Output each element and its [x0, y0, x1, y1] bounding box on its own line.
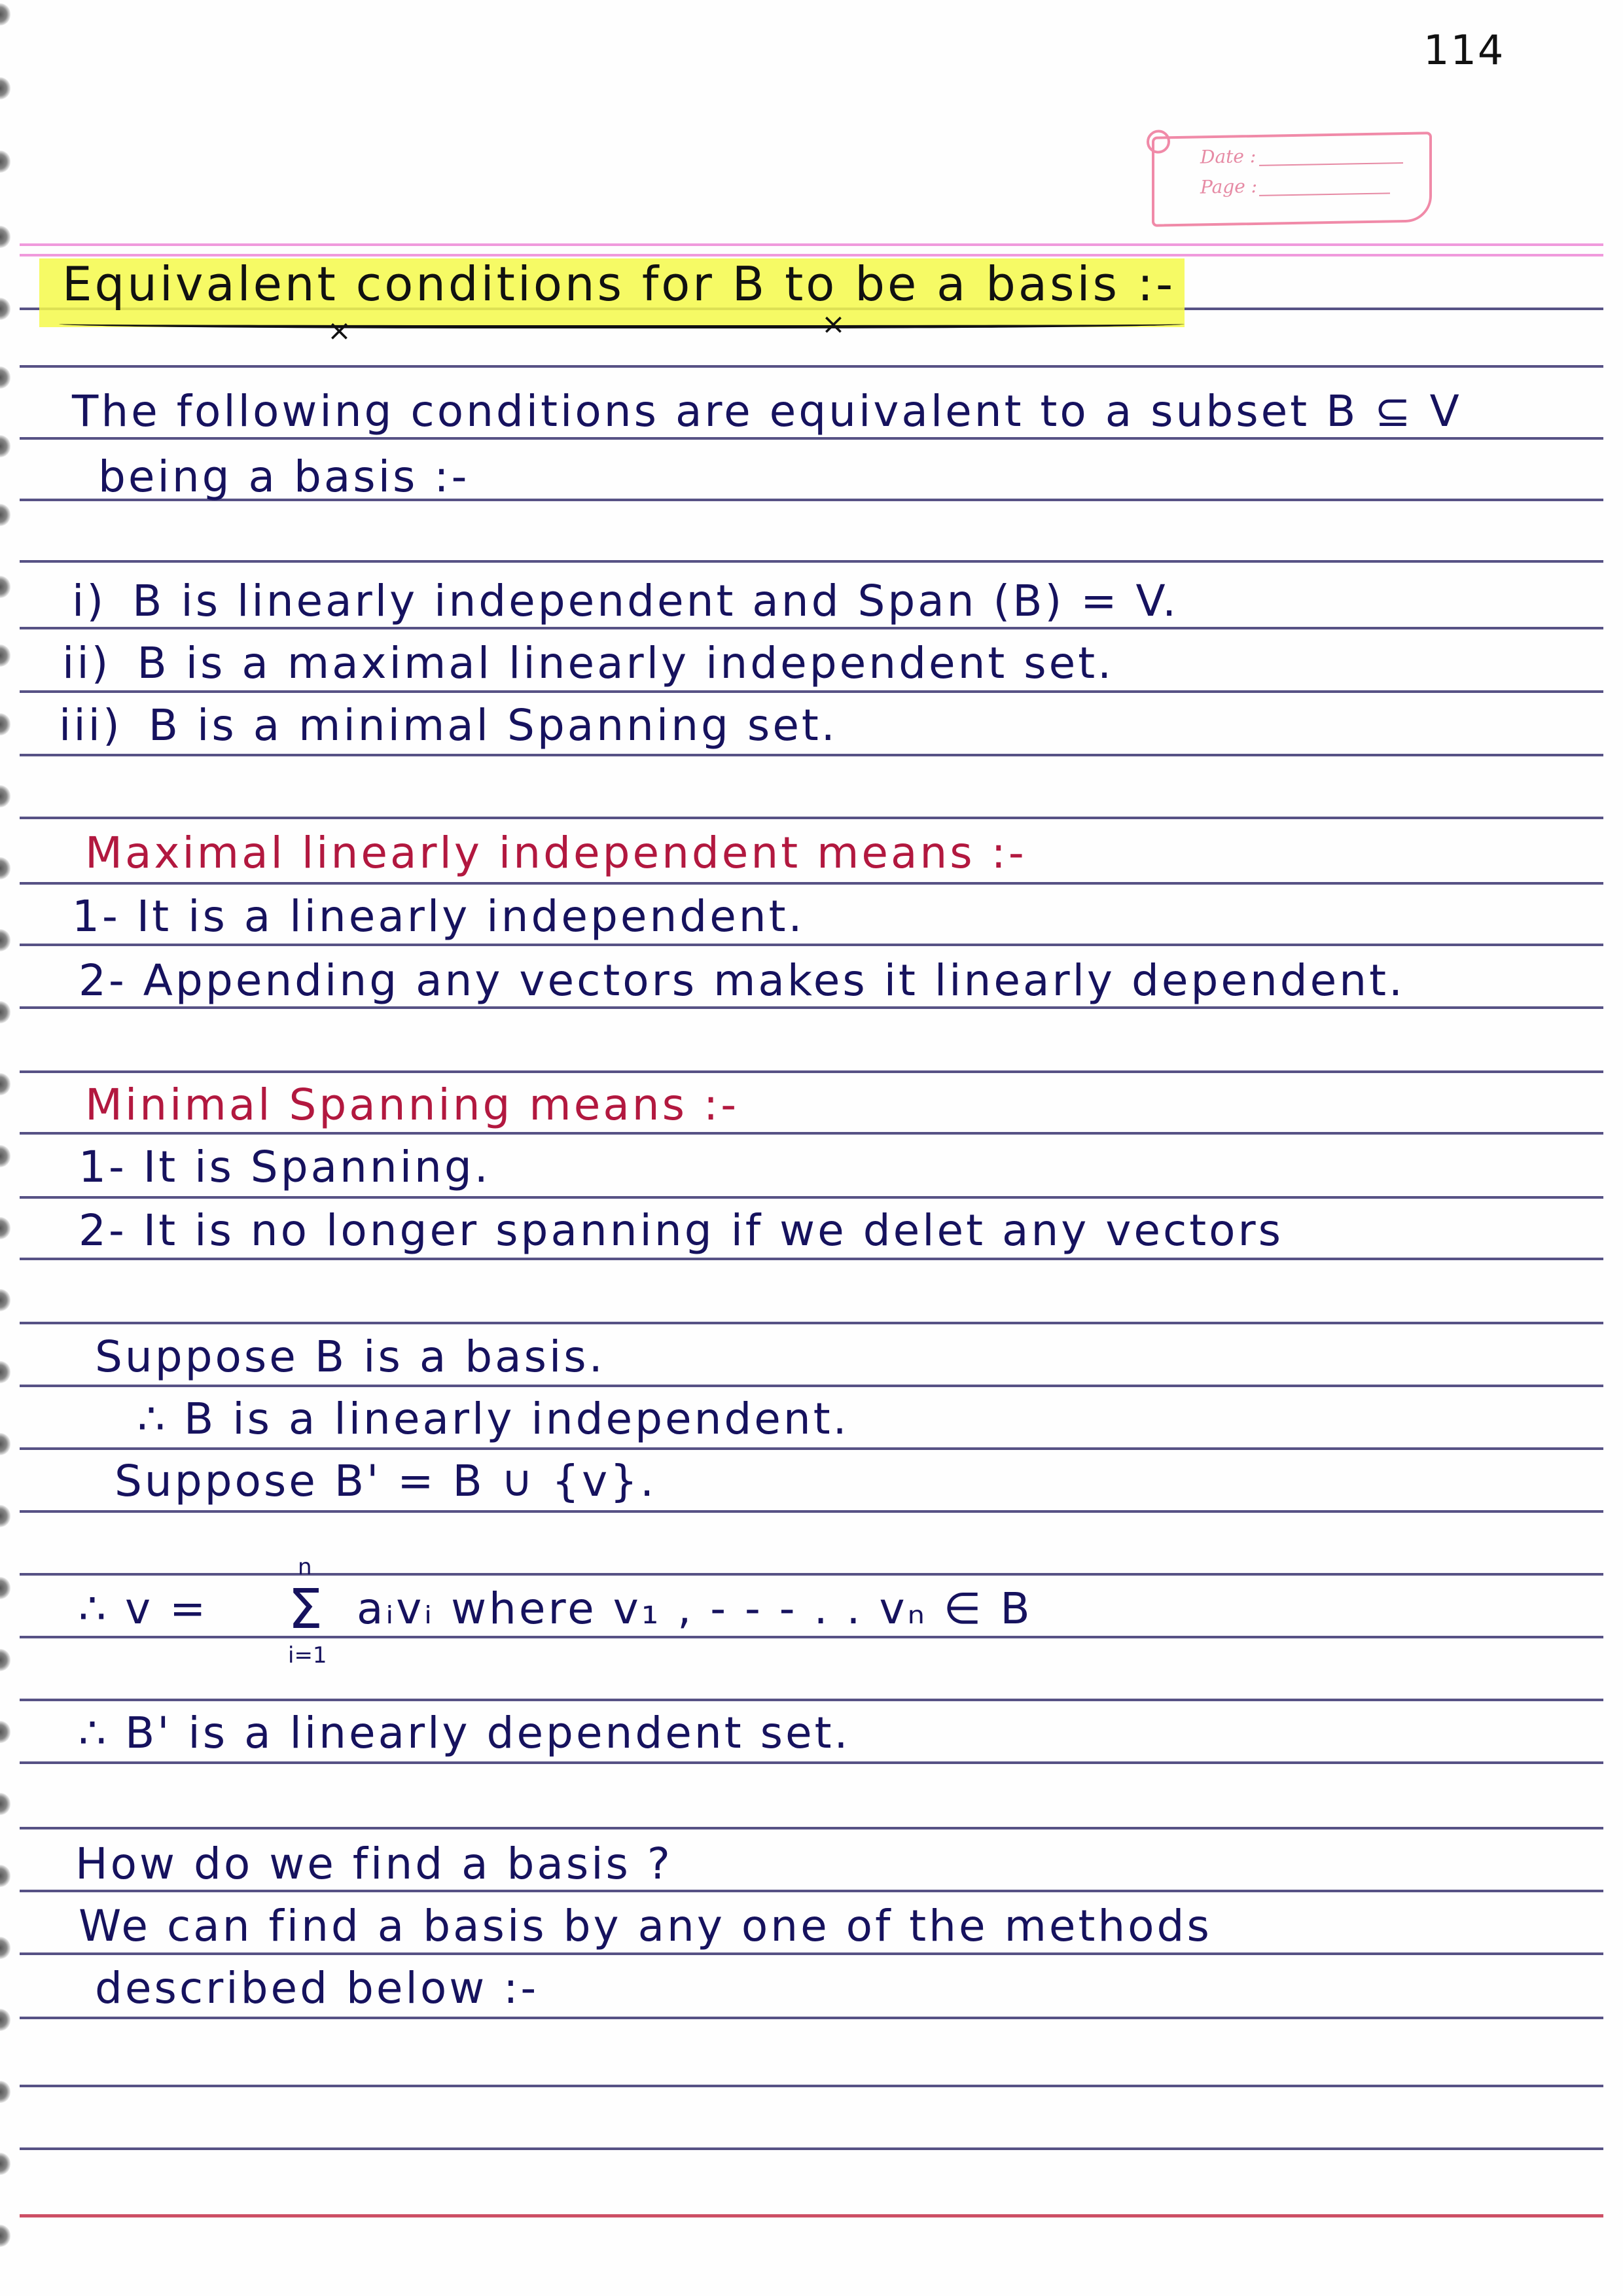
- binding-hole: [0, 1145, 10, 1167]
- binding-hole: [0, 645, 10, 667]
- condition-item: [59, 700, 838, 751]
- binding-hole: [0, 1073, 10, 1095]
- proof-line-5: ∴ B' is a linearly dependent set.: [79, 1708, 851, 1758]
- date-blank-line: [1259, 162, 1403, 166]
- proof-line-4-prefix: ∴ v =: [79, 1583, 209, 1634]
- date-page-stamp: [1152, 132, 1432, 226]
- binding-hole: [0, 1505, 10, 1527]
- ruled-line: [20, 1258, 1603, 1260]
- ruled-line: [20, 1827, 1603, 1829]
- page-title: Equivalent conditions for B to be a basis :-: [62, 256, 1176, 311]
- ruled-line: [20, 560, 1603, 563]
- ruled-line: [20, 1510, 1603, 1513]
- ruled-line: [20, 1952, 1603, 1955]
- binding-hole: [0, 77, 10, 99]
- cross-mark: ×: [821, 308, 846, 341]
- binding-hole: [0, 298, 10, 320]
- binding-hole: [0, 1361, 10, 1383]
- binding-hole: [0, 1217, 10, 1239]
- binding-hole: [0, 1577, 10, 1599]
- sigma-symbol: Σ: [288, 1577, 326, 1641]
- binding-hole: [0, 1001, 10, 1023]
- binding-hole: [0, 576, 10, 598]
- ruled-line: [20, 1385, 1603, 1387]
- ruled-line: [20, 1636, 1603, 1638]
- cross-mark: ×: [327, 314, 351, 347]
- binding-hole: [0, 1289, 10, 1311]
- sum-lower-limit: i=1: [288, 1642, 327, 1669]
- ruled-line: [20, 2147, 1603, 2150]
- ruled-line: [20, 1132, 1603, 1135]
- page-blank-line: [1259, 192, 1390, 196]
- closing-line-3: described below :-: [95, 1963, 539, 2013]
- date-label: Date :: [1200, 145, 1257, 168]
- binding-hole: [0, 2009, 10, 2031]
- binding-hole: [0, 929, 10, 951]
- binding-hole: [0, 2081, 10, 2103]
- ruled-line: [20, 1322, 1603, 1324]
- ruled-line: [20, 944, 1603, 946]
- binding-hole: [0, 1865, 10, 1887]
- closing-line-2: We can find a basis by any one of the methods: [79, 1901, 1212, 1951]
- binding-hole: [0, 2153, 10, 2175]
- page-label: Page :: [1200, 175, 1258, 198]
- maximal-point-2: 2- Appending any vectors makes it linearly dependent.: [79, 955, 1405, 1006]
- proof-line-3: Suppose B' = B ∪ {v}.: [115, 1456, 657, 1506]
- proof-line-1: Suppose B is a basis.: [95, 1332, 605, 1382]
- condition-item: [72, 576, 1179, 626]
- proof-line-2: ∴ B is a linearly independent.: [137, 1394, 849, 1444]
- ruled-line: [20, 1761, 1603, 1764]
- ribbon-icon: [1147, 130, 1170, 154]
- condition-text: B is a maximal linearly independent set.: [137, 638, 1115, 688]
- binding-hole: [0, 2225, 10, 2247]
- intro-line-2: being a basis :-: [98, 451, 470, 502]
- ruled-line: [20, 1447, 1603, 1450]
- binding-hole: [0, 1433, 10, 1455]
- ruled-line: [20, 1070, 1603, 1073]
- maximal-heading: Maximal linearly independent means :-: [85, 828, 1027, 878]
- ruled-line: [20, 2085, 1603, 2087]
- binding-hole: [0, 857, 10, 879]
- binding-hole: [0, 1721, 10, 1743]
- closing-question: How do we find a basis ?: [75, 1839, 673, 1889]
- minimal-point-1: 1- It is Spanning.: [79, 1142, 491, 1192]
- binding-hole: [0, 3, 10, 26]
- binding-hole: [0, 1793, 10, 1815]
- ruled-line: [20, 1196, 1603, 1199]
- header-rule-pink: [20, 243, 1603, 246]
- condition-text: B is linearly independent and Span (B) = V.: [132, 576, 1179, 626]
- binding-hole: [0, 435, 10, 457]
- binding-hole: [0, 785, 10, 807]
- ruled-line: [20, 2017, 1603, 2019]
- binding-hole: [0, 504, 10, 526]
- sum-upper-limit: n: [298, 1554, 312, 1580]
- minimal-heading: Minimal Spanning means :-: [85, 1080, 740, 1130]
- maximal-point-1: 1- It is a linearly independent.: [72, 891, 805, 942]
- binding-hole: [0, 366, 10, 389]
- ruled-line: [20, 1006, 1603, 1009]
- binding-hole: [0, 1649, 10, 1671]
- binding-hole: [0, 150, 10, 173]
- ruled-line: [20, 1699, 1603, 1701]
- binding-hole: [0, 226, 10, 248]
- condition-item: [62, 638, 1114, 688]
- ruled-line: [20, 437, 1603, 440]
- proof-line-4-body: aᵢvᵢ where v₁ , - - - . . vₙ ∈ B: [357, 1583, 1033, 1634]
- intro-line-1: The following conditions are equivalent to a subset B ⊆ V: [72, 386, 1462, 436]
- title-underline: [59, 317, 1185, 328]
- page-number: 114: [1423, 26, 1505, 74]
- ruled-line: [20, 365, 1603, 368]
- minimal-point-2: 2- It is no longer spanning if we delet any vectors: [79, 1205, 1284, 1256]
- binding-hole: [0, 713, 10, 735]
- condition-number: iii): [59, 700, 122, 751]
- condition-text: B is a minimal Spanning set.: [148, 700, 838, 751]
- ruled-line: [20, 690, 1603, 693]
- condition-number: i): [72, 576, 107, 626]
- ruled-line: [20, 627, 1603, 629]
- binding-hole: [0, 1937, 10, 1959]
- condition-number: ii): [62, 638, 111, 688]
- ruled-line: [20, 882, 1603, 885]
- ruled-line: [20, 1890, 1603, 1892]
- footer-rule-red: [20, 2214, 1603, 2217]
- ruled-line: [20, 1573, 1603, 1576]
- ruled-line: [20, 817, 1603, 819]
- ruled-line: [20, 754, 1603, 756]
